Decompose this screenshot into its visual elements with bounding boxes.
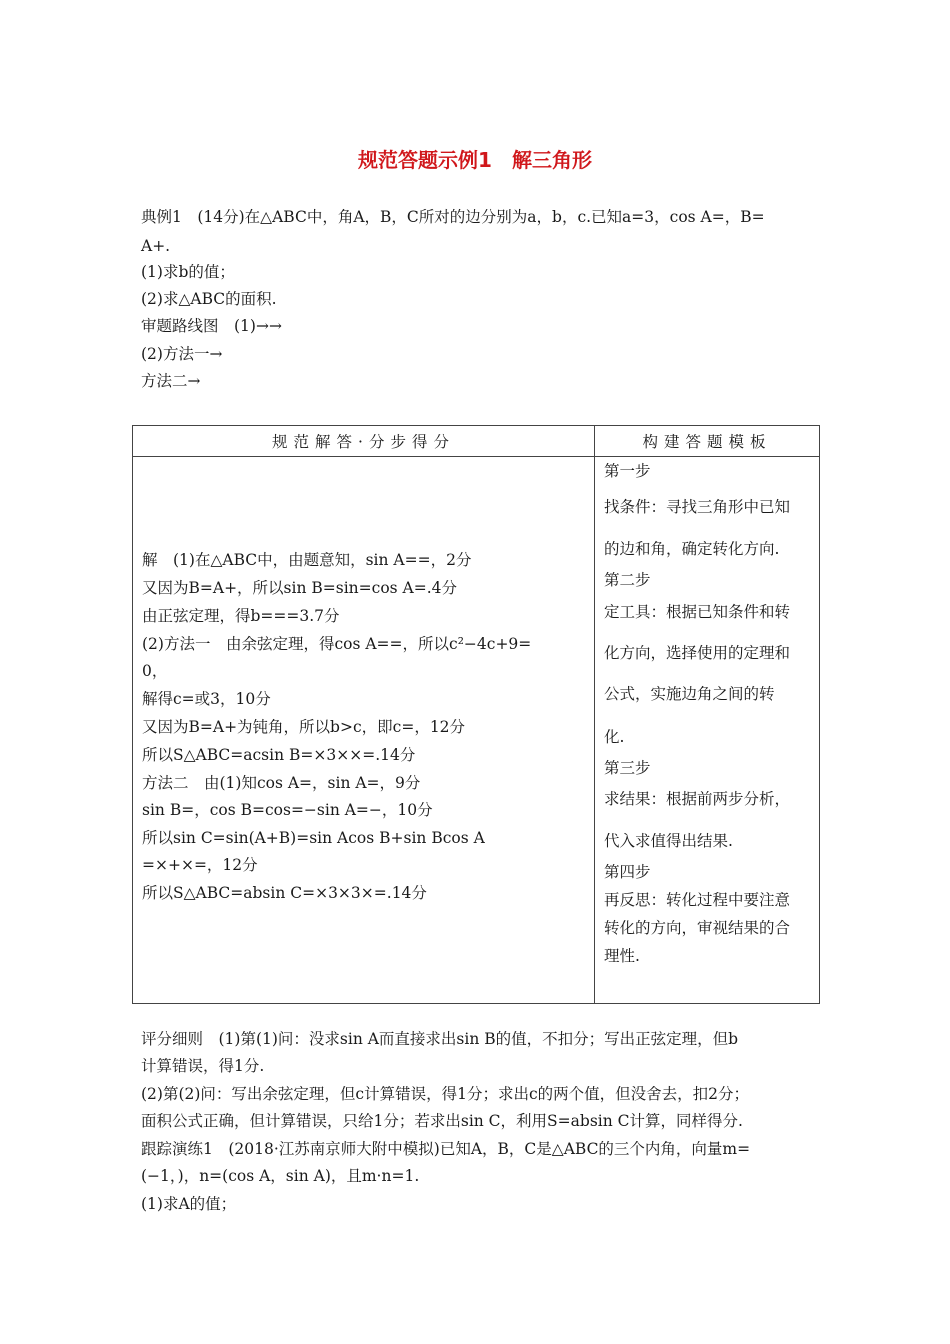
route-method-2: 方法二→ — [141, 372, 201, 390]
solution-line: 方法二 由(1)知cos A=，sin A=，9分 — [142, 774, 421, 792]
template-line: 第一步 — [604, 462, 651, 480]
template-cell — [595, 457, 819, 1003]
template-line: 第四步 — [604, 863, 651, 881]
solution-table — [132, 425, 820, 1004]
solution-line: 又因为B=A+为钝角，所以b>c，即c=，12分 — [142, 718, 466, 736]
route-diagram-label: 审题路线图 (1)→→ — [141, 317, 282, 335]
scoring-detail-line: 评分细则 (1)第(1)问：没求sin A而直接求出sin B的值，不扣分；写出正弦定理，但b — [141, 1030, 739, 1048]
solution-line: (2)方法一 由余弦定理，得cos A==，所以c²−4c+9= — [142, 635, 532, 653]
scoring-detail-line: (2)第(2)问：写出余弦定理，但c计算错误，得1分；求出c的两个值，但没舍去，扣2分； — [141, 1085, 749, 1103]
problem-line-2: A+. — [141, 237, 171, 255]
template-line: 再反思：转化过程中要注意 — [604, 891, 791, 909]
scoring-detail-line: 计算错误，得1分. — [141, 1057, 265, 1075]
question-1: (1)求b的值； — [141, 263, 235, 281]
solution-line: 所以sin C=sin(A+B)=sin Acos B+sin Bcos A — [142, 829, 485, 847]
solution-line: 0， — [142, 662, 168, 680]
practice-line: (−1，)，n=(cos A，sin A)，且m·n=1. — [141, 1167, 420, 1185]
template-line: 求结果：根据前两步分析， — [604, 790, 791, 808]
table-header-right: 构建答题模板 — [595, 426, 820, 457]
template-line: 转化的方向，审视结果的合 — [604, 919, 791, 937]
solution-line: 所以S△ABC=acsin B=×3××=.14分 — [142, 746, 416, 764]
template-line: 化. — [604, 728, 625, 746]
template-line: 公式，实施边角之间的转 — [604, 685, 775, 703]
template-line: 代入求值得出结果. — [604, 832, 733, 850]
practice-question: (1)求A的值； — [141, 1195, 237, 1213]
template-line: 找条件：寻找三角形中已知 — [604, 498, 791, 516]
template-line: 化方向，选择使用的定理和 — [604, 644, 791, 662]
solution-line: 解得c=或3，10分 — [142, 690, 271, 708]
solution-line: =×+×=，12分 — [142, 856, 258, 874]
solution-line: 又因为B=A+，所以sin B=sin=cos A=.4分 — [142, 579, 458, 597]
practice-line: 跟踪演练1 (2018·江苏南京师大附中模拟)已知A，B，C是△ABC的三个内角，向量m= — [141, 1140, 751, 1158]
route-method-1: (2)方法一→ — [141, 345, 223, 363]
problem-line-1: 典例1 (14分)在△ABC中，角A，B，C所对的边分别为a，b，c.已知a=3，cos A=，B= — [141, 208, 765, 226]
question-2: (2)求△ABC的面积. — [141, 290, 277, 308]
template-line: 的边和角，确定转化方向. — [604, 540, 780, 558]
solution-line: sin B=，cos B=cos=−sin A=−，10分 — [142, 801, 433, 819]
solution-line: 解 (1)在△ABC中，由题意知，sin A==，2分 — [142, 551, 472, 569]
template-line: 第三步 — [604, 759, 651, 777]
solution-cell — [133, 457, 594, 1003]
table-header-left: 规范解答·分步得分 — [133, 426, 595, 457]
template-line: 定工具：根据已知条件和转 — [604, 603, 791, 621]
solution-line: 所以S△ABC=absin C=×3×3×=.14分 — [142, 884, 427, 902]
template-line: 理性. — [604, 947, 640, 965]
page-title: 规范答题示例1 解三角形 — [358, 148, 592, 172]
scoring-detail-line: 面积公式正确，但计算错误，只给1分；若求出sin C，利用S=absin C计算，同样得分. — [141, 1112, 743, 1130]
solution-line: 由正弦定理，得b===3.7分 — [142, 607, 340, 625]
template-line: 第二步 — [604, 571, 651, 589]
